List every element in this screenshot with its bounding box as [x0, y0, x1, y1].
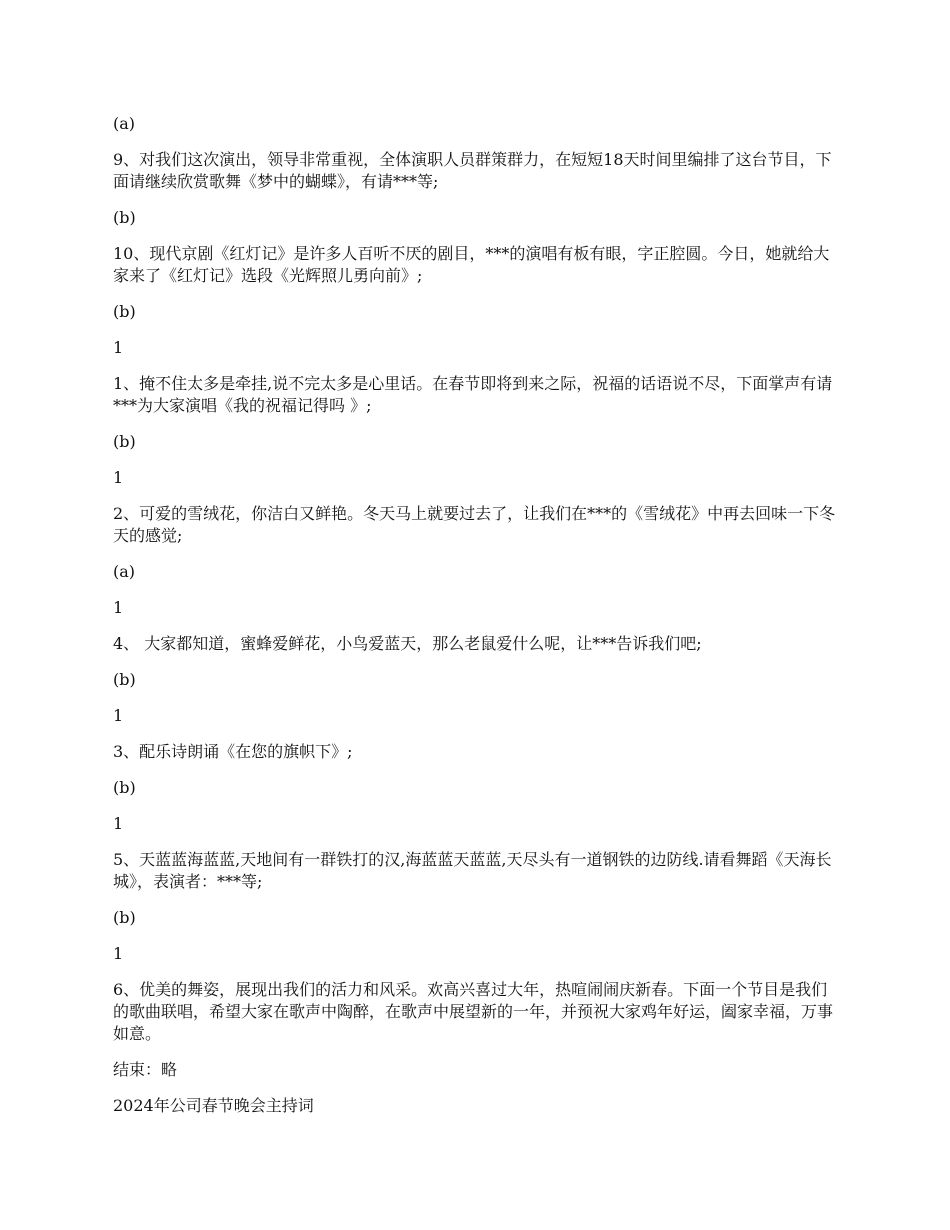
paragraph: 1 [113, 706, 124, 725]
paragraph: 9、对我们这次演出，领导非常重视，全体演职人员群策群力，在短短18天时间里编排了这台节目，下面请继续欣赏歌舞《梦中的蝴蝶》，有请***等; [113, 150, 832, 191]
paragraph: 1 [113, 814, 124, 833]
paragraph: 2、可爱的雪绒花，你洁白又鲜艳。冬天马上就要过去了，让我们在***的《雪绒花》中再去回味一下冬天的感觉; [113, 504, 836, 545]
paragraph: (b) [113, 908, 136, 927]
paragraph: 10、现代京剧《红灯记》是许多人百听不厌的剧目，***的演唱有板有眼，字正腔圆。今日，她就给大家来了《红灯记》选段《光辉照儿勇向前》; [113, 244, 830, 285]
paragraph: (a) [113, 562, 136, 581]
paragraph: 5、天蓝蓝海蓝蓝,天地间有一群铁打的汉,海蓝蓝天蓝蓝,天尽头有一道钢铁的边防线.请看舞蹈《天海长城》，表演者：***等; [113, 850, 832, 891]
document-body [113, 113, 840, 1131]
paragraph: 1、掩不住太多是牵挂,说不完太多是心里话。在春节即将到来之际，祝福的话语说不尽，下面掌声有请***为大家演唱《我的祝福记得吗 》; [113, 374, 833, 415]
paragraph: 1 [113, 338, 124, 357]
document-title-footer: 2024年公司春节晚会主持词 [113, 1096, 314, 1115]
paragraph: 1 [113, 468, 124, 487]
paragraph: 1 [113, 598, 124, 617]
paragraph: (b) [113, 778, 136, 797]
paragraph: (a) [113, 114, 136, 133]
paragraph: 4、 大家都知道，蜜蜂爱鲜花，小鸟爱蓝天，那么老鼠爱什么呢，让***告诉我们吧; [113, 634, 702, 653]
paragraph: 6、优美的舞姿，展现出我们的活力和风采。欢高兴喜过大年，热喧闹闹庆新春。下面一个节目是我们的歌曲联唱，希望大家在歌声中陶醉，在歌声中展望新的一年，并预祝大家鸡年好运，阖家幸福，万事如意。 [113, 980, 834, 1043]
paragraph: (b) [113, 432, 136, 451]
paragraph: (b) [113, 208, 136, 227]
paragraph: 3、配乐诗朗诵《在您的旗帜下》; [113, 742, 353, 761]
closing-line: 结束：略 [113, 1060, 178, 1079]
paragraph: 1 [113, 944, 124, 963]
paragraph: (b) [113, 670, 136, 689]
paragraph: (b) [113, 302, 136, 321]
